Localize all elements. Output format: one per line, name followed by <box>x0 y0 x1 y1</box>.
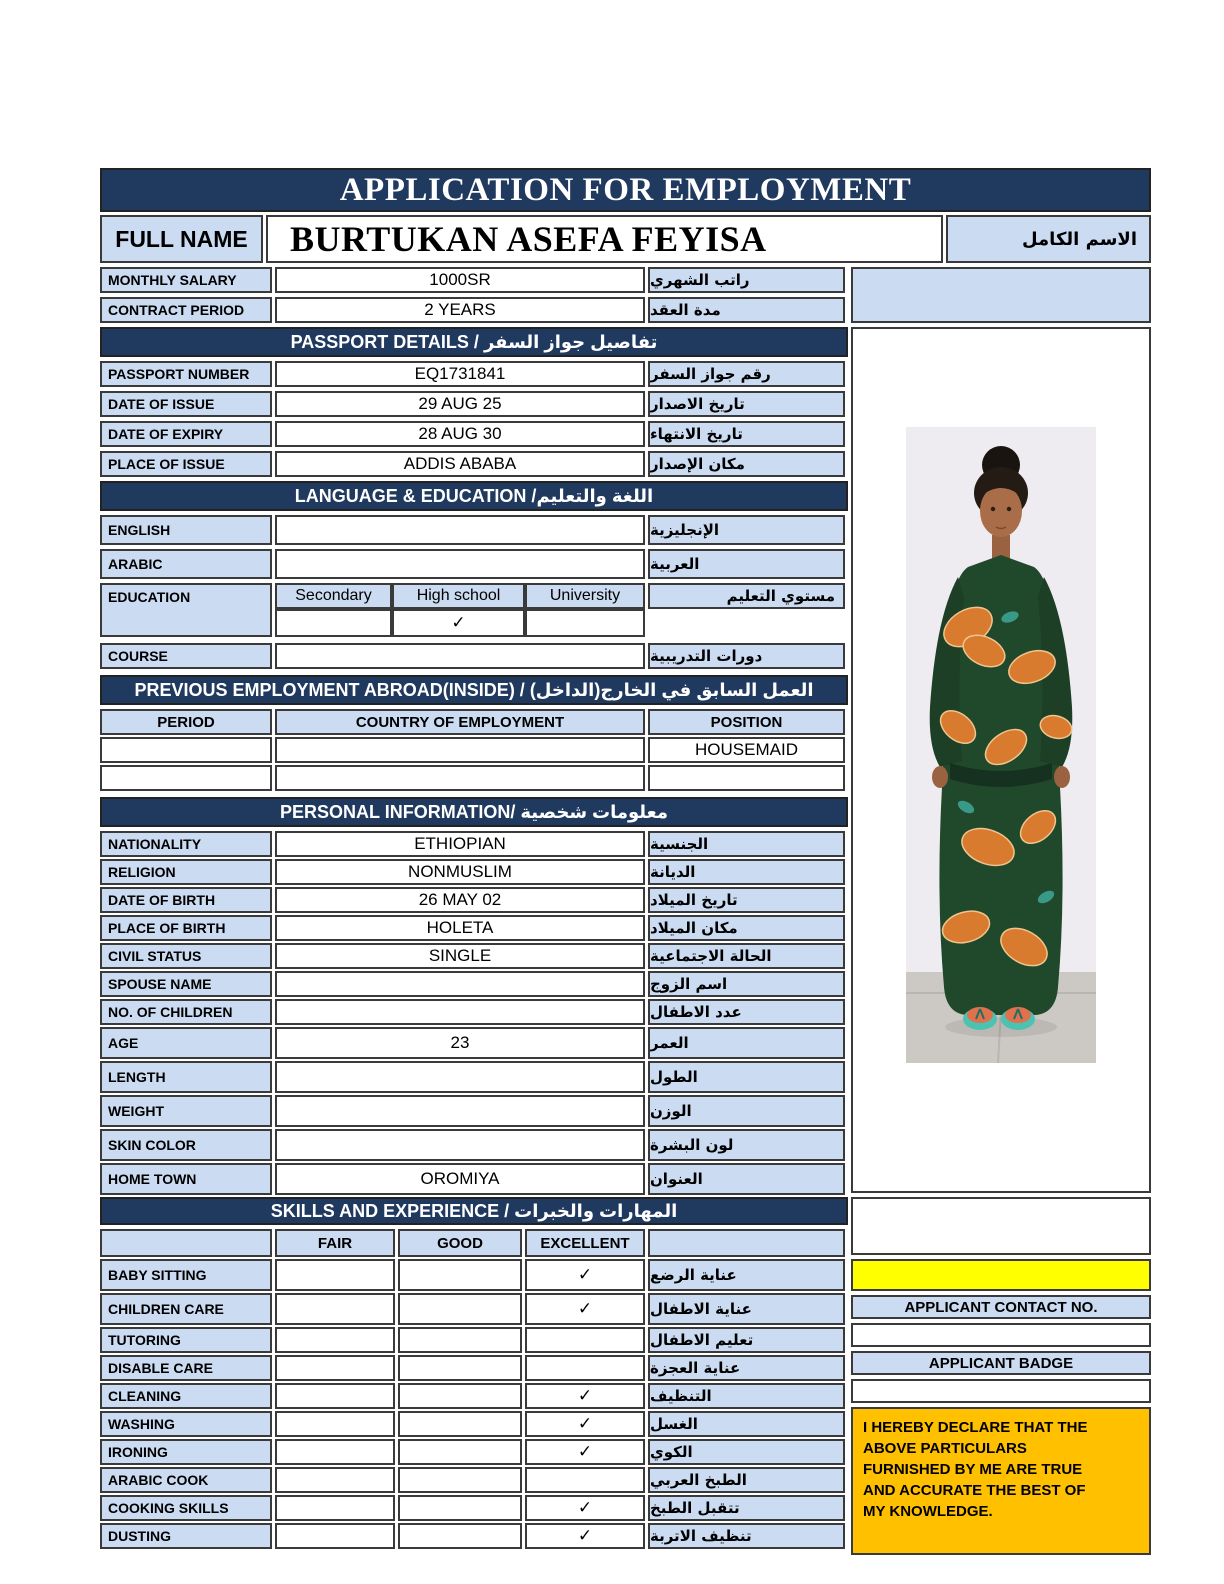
form-row <box>100 971 848 997</box>
field-value <box>275 643 645 669</box>
skill-label-arabic: الكوي <box>648 1439 845 1465</box>
full-name-value: BURTUKAN ASEFA FEYISA <box>266 215 943 263</box>
field-value <box>275 999 645 1025</box>
applicant-photo <box>906 427 1096 1063</box>
education-options-block <box>275 583 645 637</box>
field-value: 28 AUG 30 <box>275 421 645 447</box>
education-check-cell: ✓ <box>392 609 525 637</box>
form-row <box>100 1061 848 1093</box>
field-label-arabic: مكان الميلاد <box>648 915 845 941</box>
field-label: DATE OF EXPIRY <box>100 421 272 447</box>
skill-label: DISABLE CARE <box>100 1355 272 1381</box>
education-check-cell <box>525 609 645 637</box>
skill-label: CLEANING <box>100 1383 272 1409</box>
skill-row <box>100 1467 848 1493</box>
skill-label: BABY SITTING <box>100 1259 272 1291</box>
form-row <box>100 915 848 941</box>
skill-row <box>100 1293 848 1325</box>
section-header-passport: PASSPORT DETAILS / تفاصيل جواز السفر <box>100 327 848 357</box>
field-label: HOME TOWN <box>100 1163 272 1195</box>
field-label-arabic: رقم جواز السفر <box>648 361 845 387</box>
field-label-arabic: لون البشرة <box>648 1129 845 1161</box>
applicant-contact-label: APPLICANT CONTACT NO. <box>851 1295 1151 1319</box>
column-header-position: POSITION <box>648 709 845 735</box>
skill-fair-cell <box>275 1327 395 1353</box>
section-header-personal-information: PERSONAL INFORMATION/ معلومات شخصية <box>100 797 848 827</box>
field-value: 29 AUG 25 <box>275 391 645 417</box>
field-label-arabic: راتب الشهري <box>648 267 845 293</box>
form-row <box>100 391 848 417</box>
form-row <box>100 887 848 913</box>
column-header-country: COUNTRY OF EMPLOYMENT <box>275 709 645 735</box>
period-value <box>100 737 272 763</box>
country-value <box>275 765 645 791</box>
skill-excellent-cell: ✓ <box>525 1495 645 1521</box>
form-row <box>100 1163 848 1195</box>
column-header-period: PERIOD <box>100 709 272 735</box>
field-label: NO. OF CHILDREN <box>100 999 272 1025</box>
field-label: SPOUSE NAME <box>100 971 272 997</box>
skill-label: CHILDREN CARE <box>100 1293 272 1325</box>
skill-good-cell <box>398 1523 522 1549</box>
skill-label: COOKING SKILLS <box>100 1495 272 1521</box>
skill-label-arabic: عناية العجزة <box>648 1355 845 1381</box>
applicant-photo-cell <box>851 327 1151 1193</box>
skills-arabic-header-cell <box>648 1229 845 1257</box>
skill-excellent-cell: ✓ <box>525 1293 645 1325</box>
education-checks <box>275 609 645 637</box>
field-label-arabic: الجنسية <box>648 831 845 857</box>
field-label-arabic: العنوان <box>648 1163 845 1195</box>
form-title: APPLICATION FOR EMPLOYMENT <box>100 168 1151 212</box>
skills-columns-row <box>100 1229 848 1257</box>
field-label: EDUCATION <box>100 583 272 637</box>
course-row <box>100 643 848 669</box>
full-name-label-arabic: الاسم الكامل <box>946 215 1151 263</box>
skill-label: WASHING <box>100 1411 272 1437</box>
skill-excellent-cell <box>525 1327 645 1353</box>
full-name-label: FULL NAME <box>100 215 263 263</box>
skill-good-cell <box>398 1495 522 1521</box>
field-label: AGE <box>100 1027 272 1059</box>
skill-row <box>100 1383 848 1409</box>
section-header-previous-employment: PREVIOUS EMPLOYMENT ABROAD(INSIDE) / العمل السابق في الخارج(الداخل) <box>100 675 848 705</box>
column-header-fair: FAIR <box>275 1229 395 1257</box>
field-value: NONMUSLIM <box>275 859 645 885</box>
field-value <box>275 1129 645 1161</box>
skill-good-cell <box>398 1259 522 1291</box>
skill-fair-cell <box>275 1411 395 1437</box>
skill-label-arabic: تنظيف الاتربة <box>648 1523 845 1549</box>
education-row <box>100 583 848 637</box>
skill-row <box>100 1327 848 1353</box>
skill-label-arabic: الطبخ العربي <box>648 1467 845 1493</box>
field-label: SKIN COLOR <box>100 1129 272 1161</box>
skill-fair-cell <box>275 1467 395 1493</box>
skill-row <box>100 1355 848 1381</box>
declaration-text: I HEREBY DECLARE THAT THE ABOVE PARTICULARS FURNISHED BY ME ARE TRUE AND ACCURATE THE BEST OF MY KNOWLEDGE. <box>851 1407 1151 1555</box>
form-row <box>100 831 848 857</box>
skill-fair-cell <box>275 1523 395 1549</box>
field-value: EQ1731841 <box>275 361 645 387</box>
field-label: CONTRACT PERIOD <box>100 297 272 323</box>
applicant-badge-value-cell <box>851 1379 1151 1403</box>
skill-label: ARABIC COOK <box>100 1467 272 1493</box>
skill-row <box>100 1259 848 1291</box>
field-label-arabic: الحالة الاجتماعية <box>648 943 845 969</box>
skill-label-arabic: تتقبل الطبخ <box>648 1495 845 1521</box>
field-label: CIVIL STATUS <box>100 943 272 969</box>
skill-good-cell <box>398 1293 522 1325</box>
form-row <box>100 1095 848 1127</box>
full-name-row <box>100 215 1151 263</box>
field-label-arabic: تاريخ الانتهاء <box>648 421 845 447</box>
field-label-arabic: العمر <box>648 1027 845 1059</box>
skill-good-cell <box>398 1327 522 1353</box>
skill-row <box>100 1439 848 1465</box>
field-label: COURSE <box>100 643 272 669</box>
field-label-arabic: الطول <box>648 1061 845 1093</box>
right-panel-empty-cell <box>851 1197 1151 1255</box>
field-label: ARABIC <box>100 549 272 579</box>
field-label-arabic: تاريخ الاصدار <box>648 391 845 417</box>
field-label-arabic: تاريخ الميلاد <box>648 887 845 913</box>
skill-good-cell <box>398 1355 522 1381</box>
field-value: HOLETA <box>275 915 645 941</box>
field-value <box>275 515 645 545</box>
skill-good-cell <box>398 1411 522 1437</box>
skill-good-cell <box>398 1439 522 1465</box>
education-option: Secondary <box>275 583 392 609</box>
form-row <box>100 515 848 545</box>
field-label-arabic: العربية <box>648 549 845 579</box>
form-row <box>100 361 848 387</box>
form-row <box>100 859 848 885</box>
skill-excellent-cell <box>525 1355 645 1381</box>
skill-fair-cell <box>275 1495 395 1521</box>
field-value: SINGLE <box>275 943 645 969</box>
skill-fair-cell <box>275 1383 395 1409</box>
field-label: PLACE OF BIRTH <box>100 915 272 941</box>
applicant-badge-label: APPLICANT BADGE <box>851 1351 1151 1375</box>
position-value: HOUSEMAID <box>648 737 845 763</box>
application-form <box>100 168 1151 1555</box>
skills-corner-cell <box>100 1229 272 1257</box>
skill-excellent-cell: ✓ <box>525 1383 645 1409</box>
field-label: ENGLISH <box>100 515 272 545</box>
right-panel-blue-block <box>851 267 1151 323</box>
field-value: 2 YEARS <box>275 297 645 323</box>
field-value <box>275 1061 645 1093</box>
field-label: DATE OF BIRTH <box>100 887 272 913</box>
skill-label-arabic: الغسل <box>648 1411 845 1437</box>
skill-fair-cell <box>275 1355 395 1381</box>
skill-label-arabic: التنظيف <box>648 1383 845 1409</box>
field-label-arabic: مستوي التعليم <box>648 583 845 609</box>
previous-employment-columns <box>100 709 848 735</box>
field-label: NATIONALITY <box>100 831 272 857</box>
applicant-contact-value-cell <box>851 1323 1151 1347</box>
form-body <box>100 267 1151 1555</box>
period-value <box>100 765 272 791</box>
field-value: ETHIOPIAN <box>275 831 645 857</box>
country-value <box>275 737 645 763</box>
field-value: ADDIS ABABA <box>275 451 645 477</box>
field-value <box>275 549 645 579</box>
skill-excellent-cell: ✓ <box>525 1259 645 1291</box>
field-label-arabic: عدد الاطفال <box>648 999 845 1025</box>
skill-excellent-cell: ✓ <box>525 1439 645 1465</box>
skill-good-cell <box>398 1467 522 1493</box>
skill-fair-cell <box>275 1259 395 1291</box>
skill-row <box>100 1411 848 1437</box>
form-row <box>100 1129 848 1161</box>
previous-employment-row <box>100 765 848 791</box>
education-options <box>275 583 645 609</box>
skill-excellent-cell: ✓ <box>525 1523 645 1549</box>
form-row <box>100 297 848 323</box>
field-label: WEIGHT <box>100 1095 272 1127</box>
section-header-language-education: LANGUAGE & EDUCATION /اللغة والتعليم <box>100 481 848 511</box>
field-value <box>275 1095 645 1127</box>
field-value <box>275 971 645 997</box>
form-row <box>100 999 848 1025</box>
education-check-cell <box>275 609 392 637</box>
skill-label: TUTORING <box>100 1327 272 1353</box>
column-header-excellent: EXCELLENT <box>525 1229 645 1257</box>
field-label-arabic: الإنجليزية <box>648 515 845 545</box>
field-label: MONTHLY SALARY <box>100 267 272 293</box>
skill-label: IRONING <box>100 1439 272 1465</box>
field-label-arabic: مكان الإصدار <box>648 451 845 477</box>
skill-row <box>100 1495 848 1521</box>
skill-excellent-cell: ✓ <box>525 1411 645 1437</box>
field-label-arabic: دورات التدريبية <box>648 643 845 669</box>
form-row <box>100 549 848 579</box>
skill-fair-cell <box>275 1439 395 1465</box>
field-label: PASSPORT NUMBER <box>100 361 272 387</box>
form-row <box>100 451 848 477</box>
skill-label-arabic: عناية الرضع <box>648 1259 845 1291</box>
field-value: 26 MAY 02 <box>275 887 645 913</box>
contact-highlight-cell <box>851 1259 1151 1291</box>
skill-excellent-cell <box>525 1467 645 1493</box>
education-option: High school <box>392 583 525 609</box>
section-header-skills: SKILLS AND EXPERIENCE / المهارات والخبرات <box>100 1197 848 1225</box>
skill-good-cell <box>398 1383 522 1409</box>
field-label: DATE OF ISSUE <box>100 391 272 417</box>
form-left-column <box>100 267 848 1555</box>
form-row <box>100 943 848 969</box>
column-header-good: GOOD <box>398 1229 522 1257</box>
field-label-arabic: الوزن <box>648 1095 845 1127</box>
field-value: 23 <box>275 1027 645 1059</box>
form-right-column <box>851 267 1151 1555</box>
position-value <box>648 765 845 791</box>
field-label-arabic: مدة العقد <box>648 297 845 323</box>
field-label: LENGTH <box>100 1061 272 1093</box>
previous-employment-row <box>100 737 848 763</box>
form-row <box>100 1027 848 1059</box>
field-label-arabic: الديانة <box>648 859 845 885</box>
skill-row <box>100 1523 848 1549</box>
skill-label-arabic: عناية الاطفال <box>648 1293 845 1325</box>
skill-label: DUSTING <box>100 1523 272 1549</box>
field-label: PLACE OF ISSUE <box>100 451 272 477</box>
form-row <box>100 267 848 293</box>
field-value: 1000SR <box>275 267 645 293</box>
skill-fair-cell <box>275 1293 395 1325</box>
education-option: University <box>525 583 645 609</box>
field-label-arabic: اسم الزوج <box>648 971 845 997</box>
form-row <box>100 421 848 447</box>
field-value: OROMIYA <box>275 1163 645 1195</box>
field-label: RELIGION <box>100 859 272 885</box>
skill-label-arabic: تعليم الاطفال <box>648 1327 845 1353</box>
